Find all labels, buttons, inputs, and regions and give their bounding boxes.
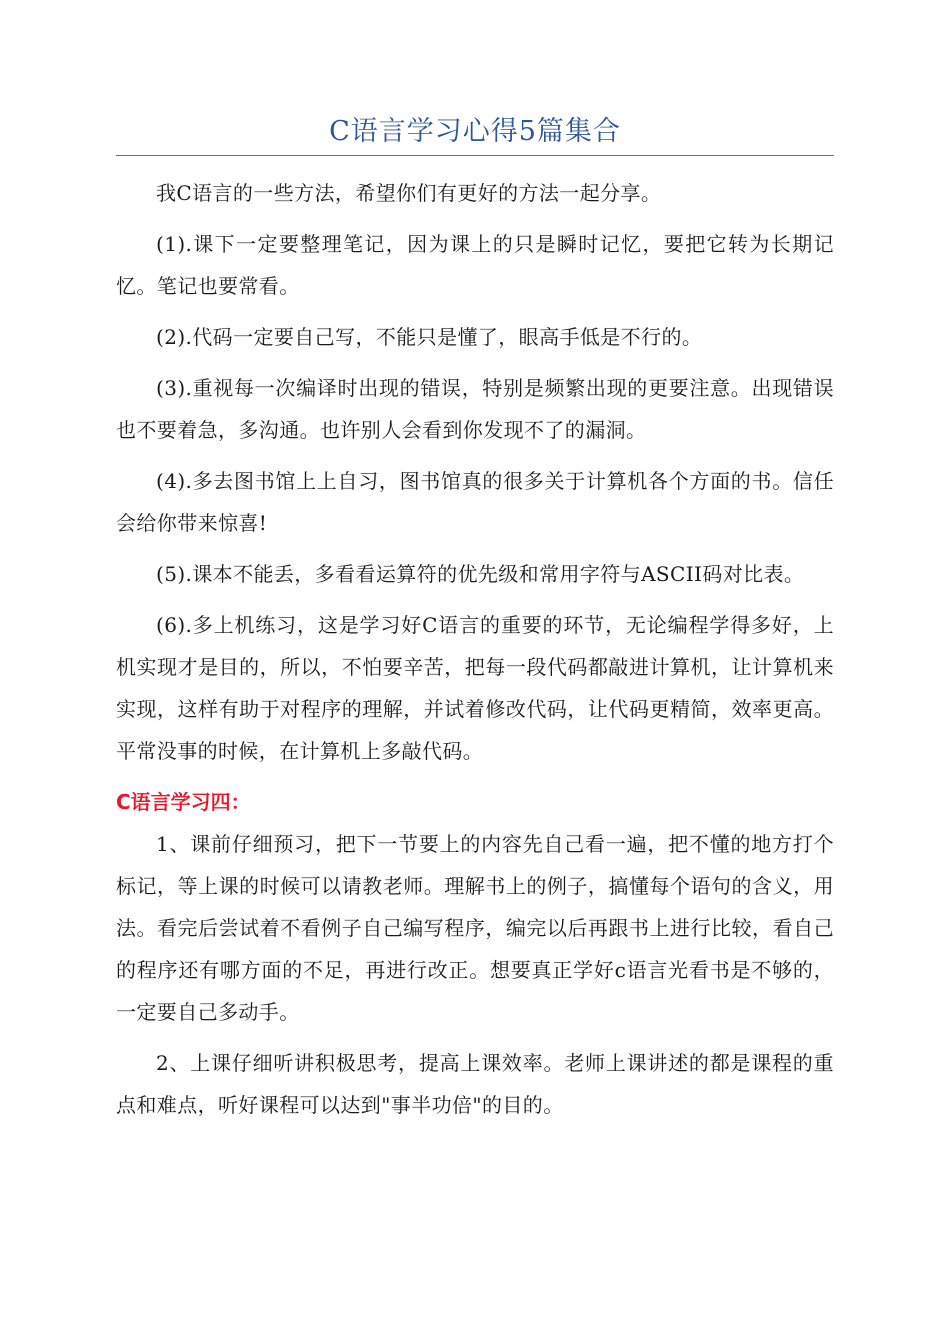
paragraph-tip-3: (3).重视每一次编译时出现的错误，特别是频繁出现的更要注意。出现错误也不要着急，多沟通。也许别人会看到你发现不了的漏洞。 xyxy=(116,376,834,442)
paragraph-tip-6: (6).多上机练习，这是学习好C语言的重要的环节，无论编程学得多好，上机实现才是目的，所以，不怕要辛苦，把每一段代码都敲进计算机，让计算机来实现，这样有助于对程序的理解，并试着修改代码，让代码更精简，效率更高。平常没事的时候，在计算机上多敲代码。 xyxy=(116,613,834,763)
section-heading: C语言学习四： xyxy=(116,790,251,814)
paragraph-tip-1: (1).课下一定要整理笔记，因为课上的只是瞬时记忆，要把它转为长期记忆。笔记也要常看。 xyxy=(116,232,834,298)
paragraph-tip-4: (4).多去图书馆上上自习，图书馆真的很多关于计算机各个方面的书。信任会给你带来惊喜! xyxy=(116,469,834,535)
paragraph-tip-5: (5).课本不能丢，多看看运算符的优先级和常用字符与ASCII码对比表。 xyxy=(156,562,805,586)
paragraph-section-2: 2、上课仔细听讲积极思考，提高上课效率。老师上课讲述的都是课程的重点和难点，听好课程可以达到"事半功倍"的目的。 xyxy=(116,1051,834,1117)
document-title: C语言学习心得5篇集合 xyxy=(329,116,621,147)
paragraph-section-1: 1、课前仔细预习，把下一节要上的内容先自己看一遍，把不懂的地方打个标记，等上课的时候可以请教老师。理解书上的例子，搞懂每个语句的含义，用法。看完后尝试着不看例子自己编写程序，编完以后再跟书上进行比较，看自己的程序还有哪方面的不足，再进行改正。想要真正学好c语言光看书是不够的，一定要自己多动手。 xyxy=(116,832,834,1024)
title-underline xyxy=(116,155,834,156)
paragraph-tip-2: (2).代码一定要自己写，不能只是懂了，眼高手低是不行的。 xyxy=(156,325,703,349)
document-body xyxy=(116,172,834,1135)
paragraph-intro: 我C语言的一些方法，希望你们有更好的方法一起分享。 xyxy=(156,181,662,205)
